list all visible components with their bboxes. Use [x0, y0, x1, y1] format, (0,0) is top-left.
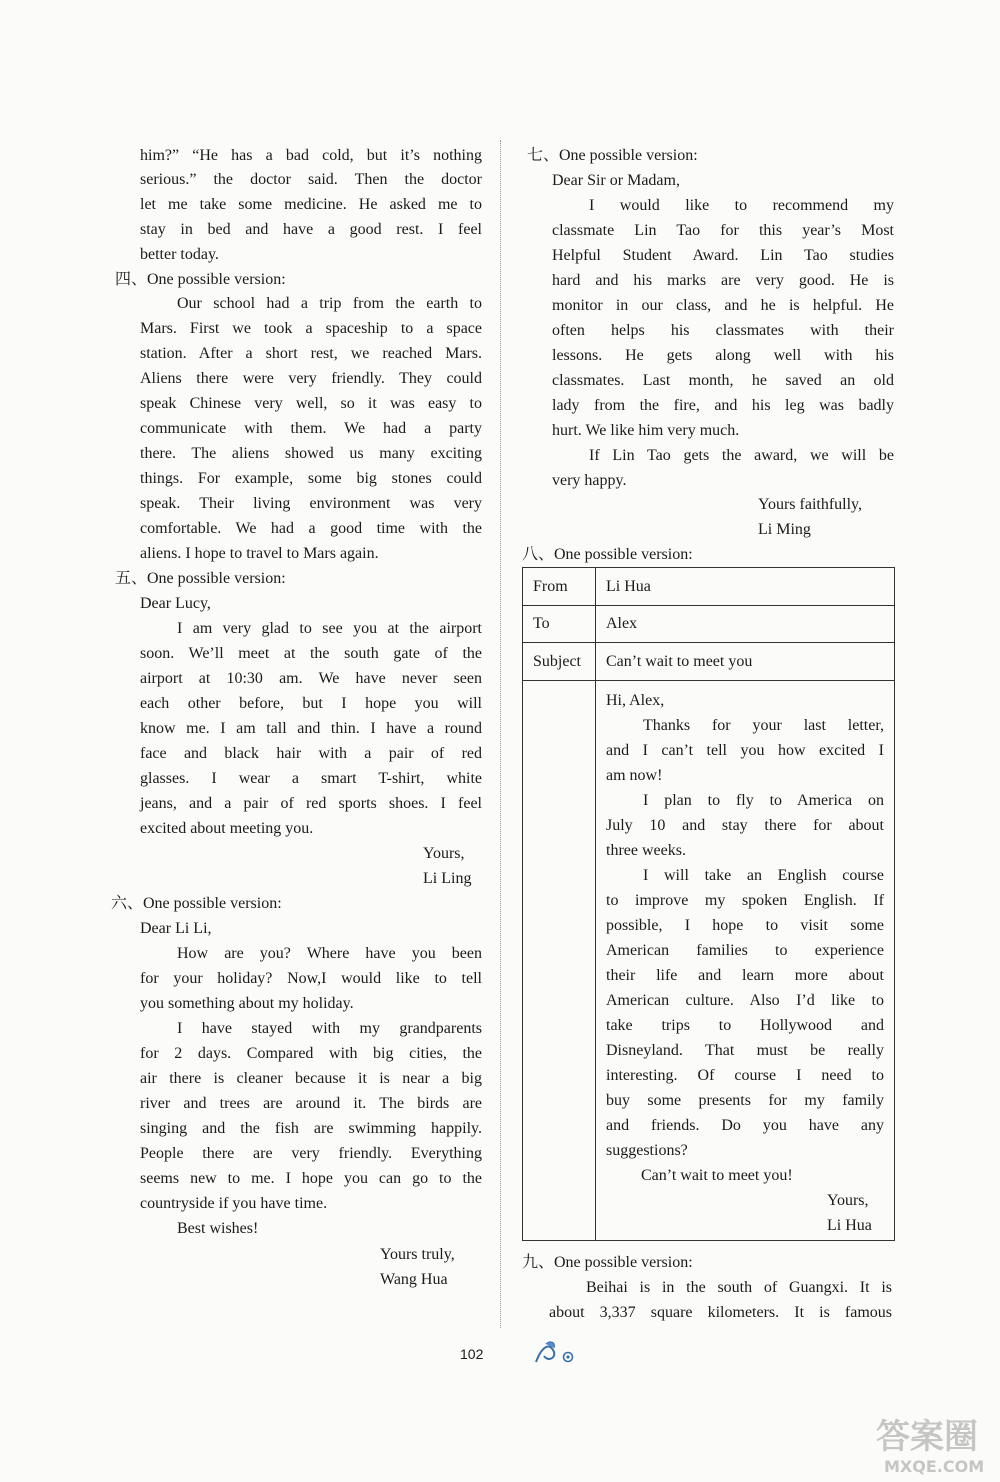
text-line: classmates. Last month, he saved an old — [552, 372, 894, 389]
email-signature: Li Hua — [827, 1217, 872, 1234]
text-line: take trips to Hollywood and — [606, 1017, 884, 1034]
email-body — [596, 681, 895, 1241]
email-from-row — [523, 568, 895, 606]
right-column-end — [500, 1240, 1000, 1330]
text-line: glasses. I wear a smart T-shirt, white — [140, 770, 482, 787]
section-heading: 七、One possible version: — [527, 147, 698, 164]
watermark-logo-icon — [870, 1408, 994, 1478]
letter-closing: Yours, — [423, 845, 465, 862]
text-line: monitor in our class, and he is helpful. He — [552, 297, 894, 314]
text-line: I am very glad to see you at the airport — [177, 620, 482, 637]
text-line: Beihai is in the south of Guangxi. It is — [586, 1279, 892, 1296]
text-line: air there is cleaner because it is near a big — [140, 1070, 482, 1087]
from-label: From — [523, 568, 596, 606]
text-line: I will take an English course — [643, 867, 884, 884]
subject-value: Can’t wait to meet you — [596, 643, 895, 681]
text-line: countryside if you have time. — [140, 1195, 328, 1212]
text-line: If Lin Tao gets the award, we will be — [589, 447, 894, 464]
letter-signature: Li Ling — [423, 870, 472, 887]
text-line: Best wishes! — [177, 1220, 259, 1237]
to-value: Alex — [596, 606, 895, 643]
text-line: aliens. I hope to travel to Mars again. — [140, 545, 379, 562]
email-body-row — [523, 681, 895, 1241]
text-line: lady from the fire, and his leg was badly — [552, 397, 894, 414]
subject-label: Subject — [523, 643, 596, 681]
text-line: their life and learn more about — [606, 967, 884, 984]
text-line: Aliens there were very friendly. They could — [140, 370, 482, 387]
text-line: comfortable. We had a good time with the — [140, 520, 482, 537]
text-line: know me. I am tall and thin. I have a round — [140, 720, 482, 737]
letter-greeting: Dear Lucy, — [140, 595, 211, 612]
text-line: things. For example, some big stones could — [140, 470, 482, 487]
email-to-row — [523, 606, 895, 643]
text-line: face and black hair with a pair of red — [140, 745, 482, 762]
letter-signature: Wang Hua — [380, 1271, 448, 1288]
text-line: airport at 10:30 am. We have never seen — [140, 670, 482, 687]
text-line: stay in bed and have a good rest. I feel — [140, 221, 482, 238]
text-line: to improve my spoken English. If — [606, 892, 884, 909]
text-line: for 2 days. Compared with big cities, the — [140, 1045, 482, 1062]
to-label: To — [523, 606, 596, 643]
text-line: interesting. Of course I need to — [606, 1067, 884, 1084]
text-line: for your holiday? Now,I would like to tell — [140, 970, 482, 987]
letter-closing: Yours truly, — [380, 1246, 455, 1263]
text-line: Mars. First we took a spaceship to a space — [140, 320, 482, 337]
text-line: American culture. Also I’d like to — [606, 992, 884, 1009]
text-line: am now! — [606, 767, 663, 784]
from-value: Li Hua — [596, 568, 895, 606]
text-line: jeans, and a pair of red sports shoes. I feel — [140, 795, 482, 812]
letter-greeting: Dear Li Li, — [140, 920, 212, 937]
text-line: there. The aliens showed us many exciting — [140, 445, 482, 462]
text-line: Can’t wait to meet you! — [641, 1167, 793, 1184]
letter-greeting: Dear Sir or Madam, — [552, 172, 680, 189]
text-line: Our school had a trip from the earth to — [177, 295, 482, 312]
text-line: him?” “He has a bad cold, but it’s nothing — [140, 147, 482, 164]
text-line: excited about meeting you. — [140, 820, 314, 837]
letter-signature: Li Ming — [758, 521, 811, 538]
text-line: speak Chinese very well, so it was easy to — [140, 395, 482, 412]
text-line: each other before, but I hope you will — [140, 695, 482, 712]
text-line: seems new to me. I hope you can go to the — [140, 1170, 482, 1187]
text-line: I plan to fly to America on — [643, 792, 884, 809]
section-heading: 六、One possible version: — [111, 895, 282, 912]
text-line: and friends. Do you have any — [606, 1117, 884, 1134]
text-line: classmate Lin Tao for this year’s Most — [552, 222, 894, 239]
text-line: hurt. We like him very much. — [552, 422, 740, 439]
text-line: soon. We’ll meet at the south gate of the — [140, 645, 482, 662]
email-greeting: Hi, Alex, — [606, 692, 665, 709]
text-line: lessons. He gets along well with his — [552, 347, 894, 364]
text-line: you something about my holiday. — [140, 995, 354, 1012]
text-line: very happy. — [552, 472, 627, 489]
text-line: I would like to recommend my — [589, 197, 894, 214]
text-line: buy some presents for my family — [606, 1092, 884, 1109]
text-line: How are you? Where have you been — [177, 945, 482, 962]
text-line: hard and his marks are very good. He is — [552, 272, 894, 289]
email-closing: Yours, — [827, 1192, 869, 1209]
text-line: I have stayed with my grandparents — [177, 1020, 482, 1037]
email-form — [522, 567, 895, 1241]
text-line: Thanks for your last letter, — [643, 717, 884, 734]
text-line: about 3,337 square kilometers. It is famous — [549, 1304, 892, 1321]
text-line: communicate with them. We had a party — [140, 420, 482, 437]
text-line: let me take some medicine. He asked me to — [140, 196, 482, 213]
watermark-subtext: MXQE.COM — [884, 1457, 985, 1476]
letter-closing: Yours faithfully, — [758, 496, 863, 513]
text-line: Helpful Student Award. Lin Tao studies — [552, 247, 894, 264]
text-line: and I can’t tell you how excited I — [606, 742, 884, 759]
text-line: July 10 and stay there for about — [606, 817, 884, 834]
text-line: Disneyland. That must be really — [606, 1042, 884, 1059]
email-subject-row — [523, 643, 895, 681]
text-line: better today. — [140, 246, 219, 263]
text-line: often helps his classmates with their — [552, 322, 894, 339]
watermark-text: 答案圈 — [876, 1417, 978, 1457]
text-line: suggestions? — [606, 1142, 688, 1159]
text-line: People there are very friendly. Everything — [140, 1145, 482, 1162]
section-heading: 四、One possible version: — [115, 271, 286, 288]
page-number: 102 — [460, 1346, 484, 1362]
empty-label-cell — [523, 681, 596, 1241]
text-line: station. After a short rest, we reached Mars. — [140, 345, 482, 362]
section-heading: 八、One possible version: — [522, 546, 693, 563]
left-column — [0, 0, 500, 1330]
text-line: possible, I hope to visit some — [606, 917, 884, 934]
flourish-ornament-icon — [532, 1338, 584, 1366]
text-line: serious.” the doctor said. Then the doctor — [140, 171, 482, 188]
text-line: river and trees are around it. The birds are — [140, 1095, 482, 1112]
section-heading: 九、One possible version: — [522, 1254, 693, 1271]
text-line: singing and the fish are swimming happily. — [140, 1120, 482, 1137]
section-heading: 五、One possible version: — [115, 570, 286, 587]
text-line: three weeks. — [606, 842, 686, 859]
text-line: American families to experience — [606, 942, 884, 959]
text-line: speak. Their living environment was very — [140, 495, 482, 512]
